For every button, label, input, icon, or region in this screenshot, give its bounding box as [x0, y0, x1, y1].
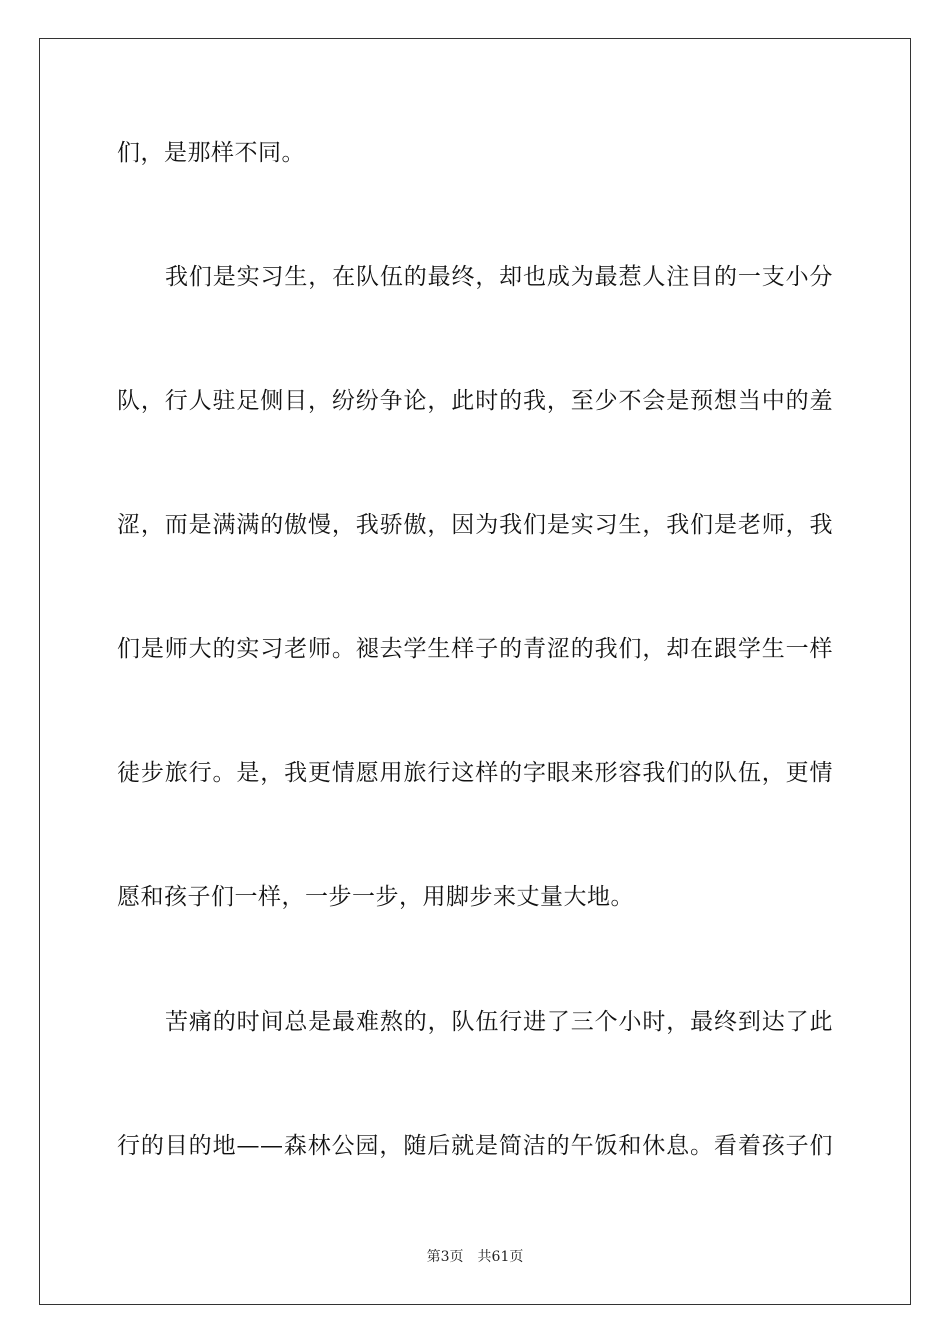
- page-border: [39, 38, 911, 1305]
- page-footer: [0, 1248, 950, 1266]
- page-number-total: 共61页: [477, 1249, 524, 1265]
- paragraph-2-line-5: 徒步旅行。是，我更情愿用旅行这样的字眼来形容我们的队伍，更情: [117, 760, 833, 786]
- page-number-current: 第3页: [426, 1249, 464, 1265]
- text-line-1: 们，是那样不同。: [117, 140, 305, 166]
- paragraph-3-line-1: 苦痛的时间总是最难熬的，队伍行进了三个小时，最终到达了此: [165, 1009, 833, 1035]
- paragraph-3-line-2: 行的目的地——森林公园，随后就是简洁的午饭和休息。看着孩子们: [117, 1133, 833, 1159]
- paragraph-2-line-6: 愿和孩子们一样，一步一步，用脚步来丈量大地。: [117, 884, 634, 910]
- paragraph-2-line-4: 们是师大的实习老师。褪去学生样子的青涩的我们，却在跟学生一样: [117, 636, 833, 662]
- paragraph-2-line-1: 我们是实习生，在队伍的最终，却也成为最惹人注目的一支小分: [165, 264, 833, 290]
- paragraph-2-line-3: 涩，而是满满的傲慢，我骄傲，因为我们是实习生，我们是老师，我: [117, 512, 833, 538]
- paragraph-2-line-2: 队，行人驻足侧目，纷纷争论，此时的我，至少不会是预想当中的羞: [117, 388, 833, 414]
